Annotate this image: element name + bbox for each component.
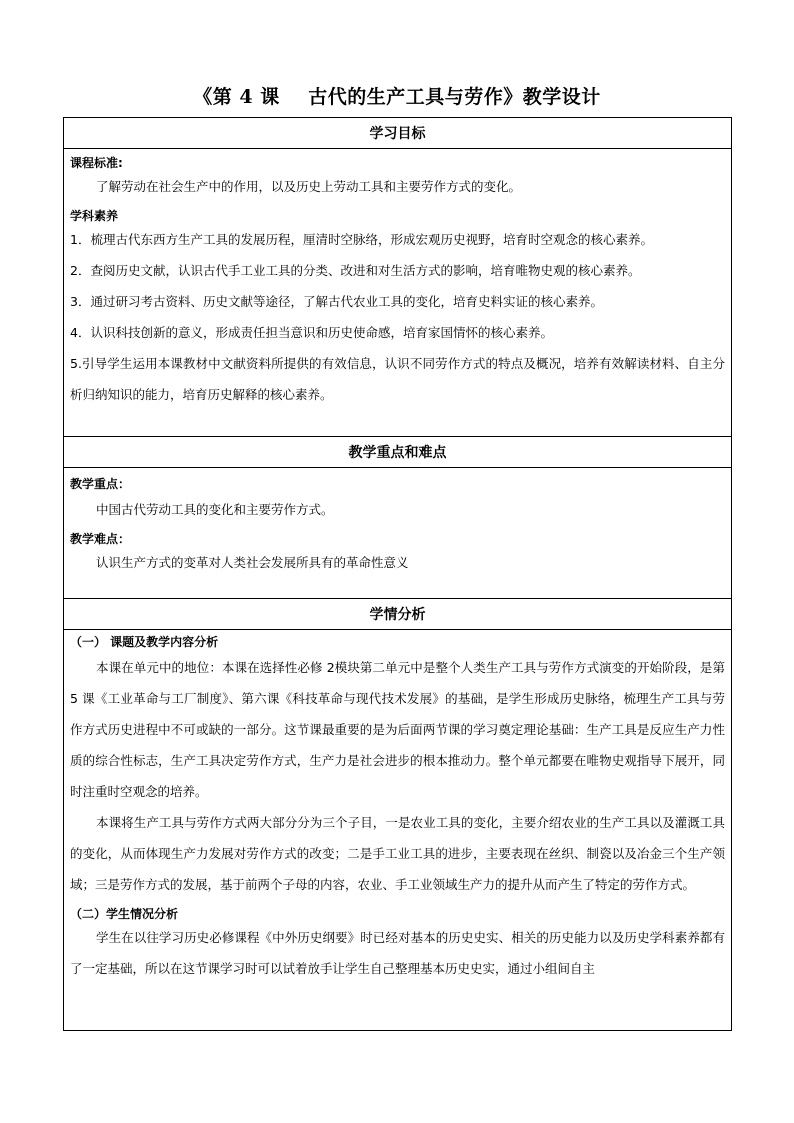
analysis-part1-paragraph-1: 本课在单元中的地位：本课在选择性必修 2模块第二单元中是整个人类生产工具与劳作方式演变的开始阶段，是第 5 课《工业革命与工厂制度》、第六课《科技革命与现代技术发展》的基础，是学生形成历史脉络，梳理生产工具与劳作方式历史进程中不可或缺的一部分。这节课最重要的是为后面两节课的学习奠定理论基础：生产工具是反应生产力性质的综合性标志，生产工具决定劳作方式，生产力是社会进步的根本推动力。整个单元都要在唯物史观指导下展开，同时注重时空观念的培养。	[70, 660, 725, 799]
literacy-item-5: 5.引导学生运用本课教材中文献资料所提供的有效信息，认识不同劳作方式的特点及概况，培养有效解读材料、自主分析归纳知识的能力，培育历史解释的核心素养。	[70, 356, 725, 402]
key-points-cell	[64, 468, 732, 599]
focus-text: 中国古代劳动工具的变化和主要劳作方式。	[96, 502, 334, 517]
analysis-part2-paragraph-1: 学生在以往学习历史必修课程《中外历史纲要》时已经对基本的历史史实、相关的历史能力以及历史学科素养都有了一定基础，所以在这节课学习时可以试着放手让学生自己整理基本历史史实，通过小组间自主	[70, 930, 725, 976]
section-heading-key-points: 教学重点和难点	[64, 437, 732, 468]
literacy-label: 学科素养	[70, 209, 119, 223]
difficulty-label: 教学难点：	[70, 532, 131, 546]
literacy-item-1: 1．梳理古代东西方生产工具的发展历程，厘清时空脉络，形成宏观历史视野，培育时空观念的核心素养。	[70, 232, 653, 247]
document-title: 《第 4 课 古代的生产工具与劳作》教学设计	[193, 86, 601, 108]
literacy-item-4: 4．认识科技创新的意义，形成责任担当意识和历史使命感，培育家国情怀的核心素养。	[70, 325, 553, 340]
curriculum-label: 课程标准:	[70, 156, 123, 170]
difficulty-text: 认识生产方式的变革对人类社会发展所具有的革命性意义	[96, 555, 409, 570]
literacy-item-2: 2．查阅历史文献，认识古代手工业工具的分类、改进和对生活方式的影响，培育唯物史观的核心素养。	[70, 263, 641, 278]
literacy-item-3: 3．通过研习考古资料、历史文献等途径，了解古代农业工具的变化，培育史料实证的核心素养。	[70, 294, 603, 309]
focus-label: 教学重点：	[70, 477, 131, 491]
curriculum-text: 了解劳动在社会生产中的作用，以及历史上劳动工具和主要劳作方式的变化。	[96, 179, 522, 194]
analysis-part1-paragraph-2: 本课将生产工具与劳作方式两大部分分为三个子目，一是农业工具的变化，主要介绍农业的生产工具以及灌溉工具的变化，从而体现生产力发展对劳作方式的改变；二是手工业工具的进步，主要表现在丝织、制瓷以及冶金三个生产领域；三是劳作方式的发展，基于前两个子母的内容，农业、手工业领域生产力的提升从而产生了特定的劳作方式。	[70, 815, 725, 892]
analysis-cell	[64, 630, 732, 1031]
lesson-plan-table	[63, 117, 732, 1031]
analysis-part2-label: （二）学生情况分析	[70, 907, 179, 921]
analysis-part1-label: （一） 课题及教学内容分析	[70, 635, 219, 649]
objectives-cell	[64, 149, 732, 437]
section-heading-analysis: 学情分析	[64, 599, 732, 630]
section-heading-objectives: 学习目标	[64, 118, 732, 149]
